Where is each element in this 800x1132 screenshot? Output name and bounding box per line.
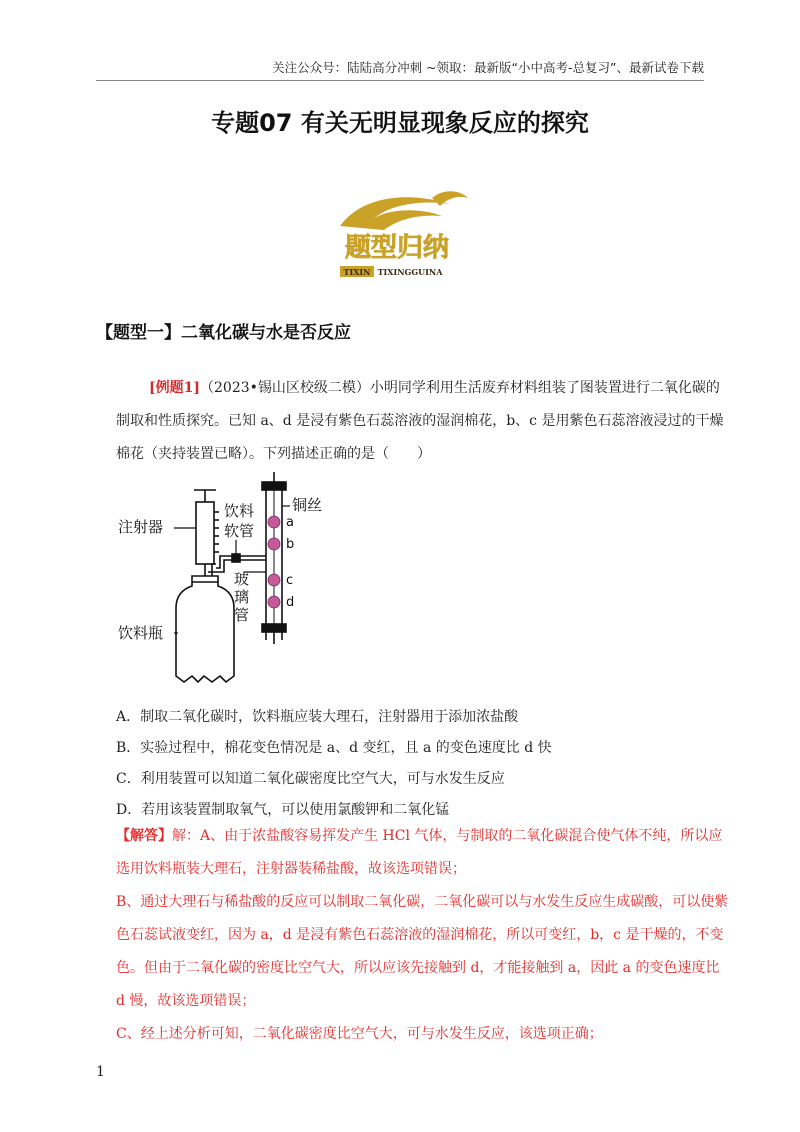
syringe — [194, 490, 219, 576]
label-glass-tube-3: 管 — [234, 606, 250, 624]
label-glass-tube-1: 玻 — [234, 570, 250, 588]
answer-line-3: C、经上述分析可知，二氧化碳密度比空气大，可与水发生反应，该选项正确； — [116, 1026, 603, 1042]
drink-bottle — [176, 576, 234, 682]
answer-tag: 【解答】 — [116, 828, 172, 844]
cotton-b — [268, 538, 280, 550]
label-copper-wire: 铜丝 — [292, 496, 323, 514]
cotton-a — [268, 516, 280, 528]
glass-tube — [262, 472, 286, 644]
logo-tixing-guina — [322, 186, 472, 286]
label-c: c — [286, 573, 294, 588]
example-text: （2023•锡山区校级二模）小明同学利用生活废弃材料组装了图装置进行二氧化碳的制取和性质探究。已知 a、d 是浸有紫色石蕊溶液的湿润棉花，b、c 是用紫色石蕊溶液浸过的干燥棉花（夹持装置已略）。下列描述正确的是（ ） — [116, 380, 724, 462]
cotton-c — [268, 574, 280, 586]
option-b: B．实验过程中，棉花变色情况是 a、d 变红，且 a 的变色速度比 d 快 — [116, 740, 552, 756]
header-note: 关注公众号：陆陆高分冲刺 ~领取：最新版“小中高考-总复习”、最新试卷下载 — [272, 60, 704, 75]
logo-badge-text: TIXIN — [343, 267, 371, 277]
label-a: a — [286, 515, 294, 530]
answer-line-1 — [116, 820, 731, 886]
example-label: [例题1] — [149, 380, 200, 396]
cotton-d — [268, 596, 280, 608]
label-soft-tube-2: 软管 — [224, 522, 255, 540]
label-syringe: 注射器 — [118, 518, 164, 536]
header-divider — [96, 80, 704, 81]
answer-line-2: B、通过大理石与稀盐酸的反应可以制取二氧化碳，二氧化碳可以与水发生反应生成碳酸，可以使紫色石蕊试液变红，因为 a，d 是浸有紫色石蕊溶液的湿润棉花，所以可变红，b，c 是干燥的，不变色。但由于二氧化碳的密度比空气大，所以应该先接触到 d，才能接触到 a，因此 a 的变色速度比 d 慢，故该选项错误； — [116, 894, 729, 1009]
option-a: A．制取二氧化碳时，饮料瓶应装大理石，注射器用于添加浓盐酸 — [116, 709, 519, 725]
answer-text-1: 解：A、由于浓盐酸容易挥发产生 HCl 气体，与制取的二氧化碳混合使气体不纯，所以应选用饮料瓶装大理石，注射器装稀盐酸，故该选项错误； — [116, 828, 723, 877]
example-question — [116, 372, 726, 471]
option-c: C．利用装置可以知道二氧化碳密度比空气大，可与水发生反应 — [116, 771, 505, 787]
page-title: 专题07 有关无明显现象反应的探究 — [211, 109, 589, 137]
logo-main-text: 题型归纳 — [344, 233, 450, 263]
apparatus-diagram — [116, 468, 356, 688]
page-number: 1 — [96, 1064, 105, 1080]
label-soft-tube-1: 饮料 — [224, 502, 255, 520]
logo-swoosh — [340, 197, 450, 230]
label-d: d — [286, 595, 295, 610]
logo-swoosh-tail — [432, 191, 468, 206]
label-bottle: 饮料瓶 — [118, 624, 164, 642]
label-b: b — [286, 537, 295, 552]
section-title: 【题型一】二氧化碳与水是否反应 — [96, 323, 351, 343]
label-glass-tube-2: 璃 — [234, 588, 250, 606]
logo-sub-text: TIXINGGUINA — [377, 267, 443, 277]
option-d: D．若用该装置制取氧气，可以使用氯酸钾和二氧化锰 — [116, 802, 450, 818]
